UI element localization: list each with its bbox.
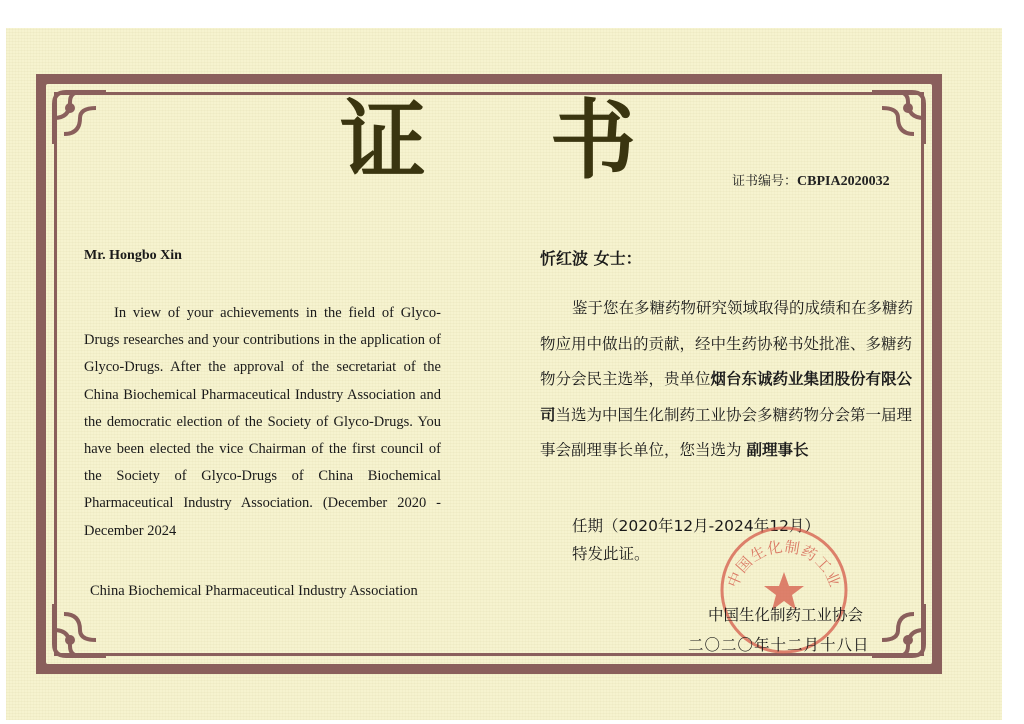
chinese-issued-statement: 特发此证。 <box>572 545 650 563</box>
english-body-text: In view of your achievements in the field of Glyco-Drugs researches and your contributions in the application of Glyco-Drugs. After the approval of the secretariat of the China Biochemical Pharmaceutical Industry Association and the democratic election of the Society of Glyco-Drugs. You have been elected the vice Chairman of the first council of the Society of Glyco-Drugs of China Biochemical Pharmaceutical Industry Association. (December 2020 - December 2024 <box>84 305 441 539</box>
english-recipient: Mr. Hongbo Xin <box>84 248 182 263</box>
chinese-position: 副理事长 <box>746 441 809 459</box>
chinese-issue-date: 二〇二〇年十二月十八日 <box>688 636 870 654</box>
certificate-title-char-2: 书 <box>550 90 636 191</box>
chinese-term: 任期（2020年12月-2024年12月） <box>572 517 820 535</box>
chinese-body-part-2: 当选为中国生化制药工业协会多糖药物分会第一届理事会副理事长单位，您当选为 <box>540 405 913 459</box>
certificate-number <box>732 170 890 190</box>
certificate-number-value: CBPIA2020032 <box>797 174 890 189</box>
chinese-issuer: 中国生化制药工业协会 <box>708 606 864 624</box>
chinese-body-part-1: 鉴于您在多糖药物研究领域取得的成绩和在多糖药物应用中做出的贡献，经中生药协秘书处批准、多糖药物分会民主选举，贵单位 <box>540 299 914 388</box>
english-issuer: China Biochemical Pharmaceutical Industry Association <box>90 583 418 599</box>
chinese-recipient: 忻红波 女士： <box>540 249 642 268</box>
chinese-body-text <box>540 291 920 469</box>
certificate-number-label: 证书编号： <box>732 174 798 189</box>
corner-ornament-bottom-left <box>40 600 110 670</box>
corner-ornament-top-left <box>40 78 110 148</box>
certificate-title-char-1: 证 <box>340 90 426 191</box>
seal-text: 中国生化制药工业 <box>723 537 845 591</box>
corner-ornament-top-right <box>868 78 938 148</box>
corner-ornament-bottom-right <box>868 600 938 670</box>
chinese-company-name: 烟台东诚药业集团股份有限公司 <box>540 370 913 424</box>
